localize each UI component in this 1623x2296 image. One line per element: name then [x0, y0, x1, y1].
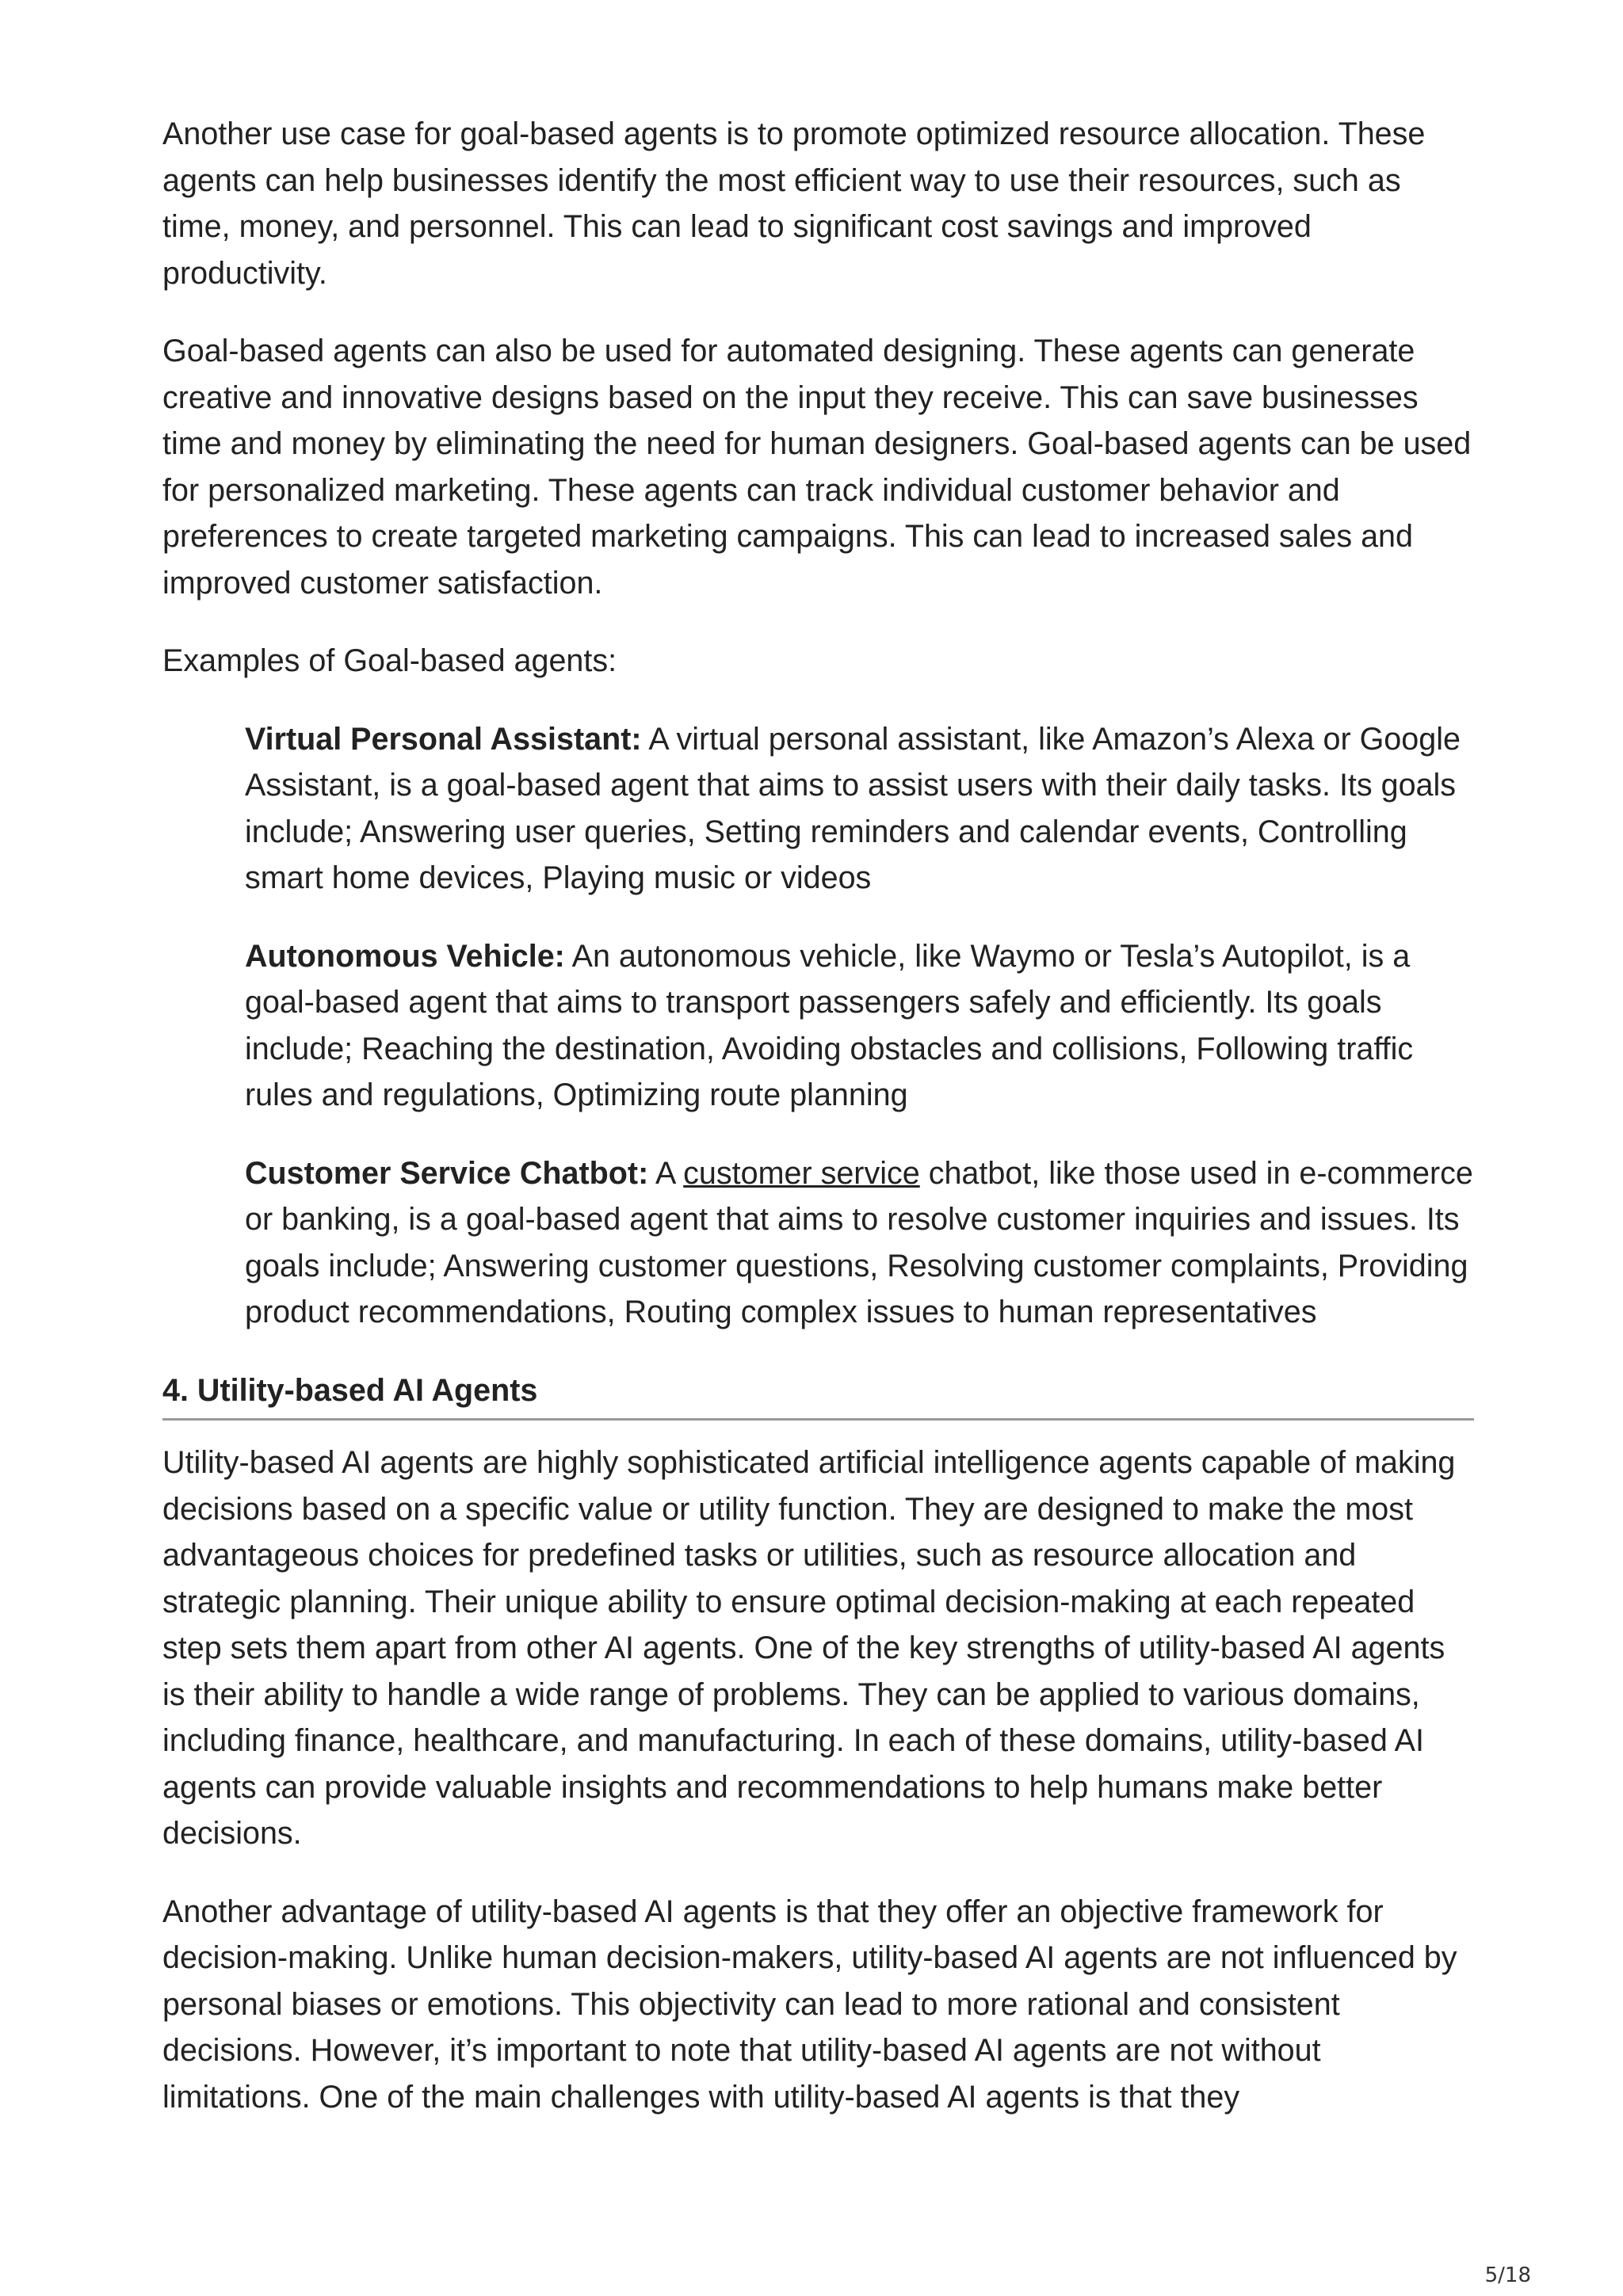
- example-text: A virtual personal assistant, like Amazon’s Alexa or Google Assistant, is a goal-based agent that aims to assist users with their daily tasks. Its goals include; Answering user queries, Setting reminders and calendar events, Controlling smart home devices, Playing music or videos: [245, 721, 1461, 895]
- example-text-after: chatbot, like those used in e-commerce or banking, is a goal-based agent that aims to resolve customer inquiries and issues. Its goals include; Answering customer questions, Resolving customer complaints, Providing product recommendations, Routing complex issues to human representatives: [245, 1155, 1473, 1329]
- example-autonomous-vehicle: [245, 933, 1474, 1119]
- example-text: An autonomous vehicle, like Waymo or Tesla’s Autopilot, is a goal-based agent that aims to transport passengers safely and efficiently. Its goals include; Reaching the destination, Avoiding obstacles and collisions, Following traffic rules and regulations, Optimizing route planning: [245, 938, 1414, 1112]
- document-page: [162, 111, 1474, 2152]
- paragraph-automated-designing: Goal-based agents can also be used for automated designing. These agents can generate creative and innovative designs based on the input they receive. This can save businesses time and money by eliminating the need for human designers. Goal-based agents can be used for personalized marketing. These agents can track individual customer behavior and preferences to create targeted marketing campaigns. This can lead to increased sales and improved customer satisfaction.: [162, 334, 1472, 601]
- paragraph-utility-advantage: Another advantage of utility-based AI agents is that they offer an objective framework for decision-making. Unlike human decision-makers, utility-based AI agents are not influenced by personal biases or emotions. This objectivity can lead to more rational and consistent decisions. However, it’s important to note that utility-based AI agents are not without limitations. One of the main challenges with utility-based AI agents is that they: [162, 1894, 1457, 2115]
- page-number: 5/18: [1484, 2264, 1531, 2287]
- customer-service-link[interactable]: customer service: [683, 1155, 920, 1191]
- paragraph-resource-allocation: Another use case for goal-based agents is to promote optimized resource allocation. These agents can help businesses identify the most efficient way to use their resources, such as time, money, and personnel. This can lead to significant cost savings and improved productivity.: [162, 116, 1426, 291]
- example-title: Autonomous Vehicle:: [245, 938, 565, 974]
- example-title: Customer Service Chatbot:: [245, 1155, 649, 1191]
- section-heading: 4. Utility-based AI Agents: [162, 1367, 1474, 1421]
- example-virtual-personal-assistant: [245, 716, 1474, 902]
- examples-intro: Examples of Goal-based agents:: [162, 643, 617, 678]
- example-title: Virtual Personal Assistant:: [245, 721, 642, 757]
- example-customer-service-chatbot: [245, 1150, 1474, 1336]
- paragraph-utility-intro: Utility-based AI agents are highly sophisticated artificial intelligence agents capable of making decisions based on a specific value or utility function. They are designed to make the most advantageous choices for predefined tasks or utilities, such as resource allocation and strategic planning. Their unique ability to ensure optimal decision-making at each repeated step sets them apart from other AI agents. One of the key strengths of utility-based AI agents is their ability to handle a wide range of problems. They can be applied to various domains, including finance, healthcare, and manufacturing. In each of these domains, utility-based AI agents can provide valuable insights and recommendations to help humans make better decisions.: [162, 1445, 1456, 1851]
- example-text-before: A: [655, 1155, 675, 1191]
